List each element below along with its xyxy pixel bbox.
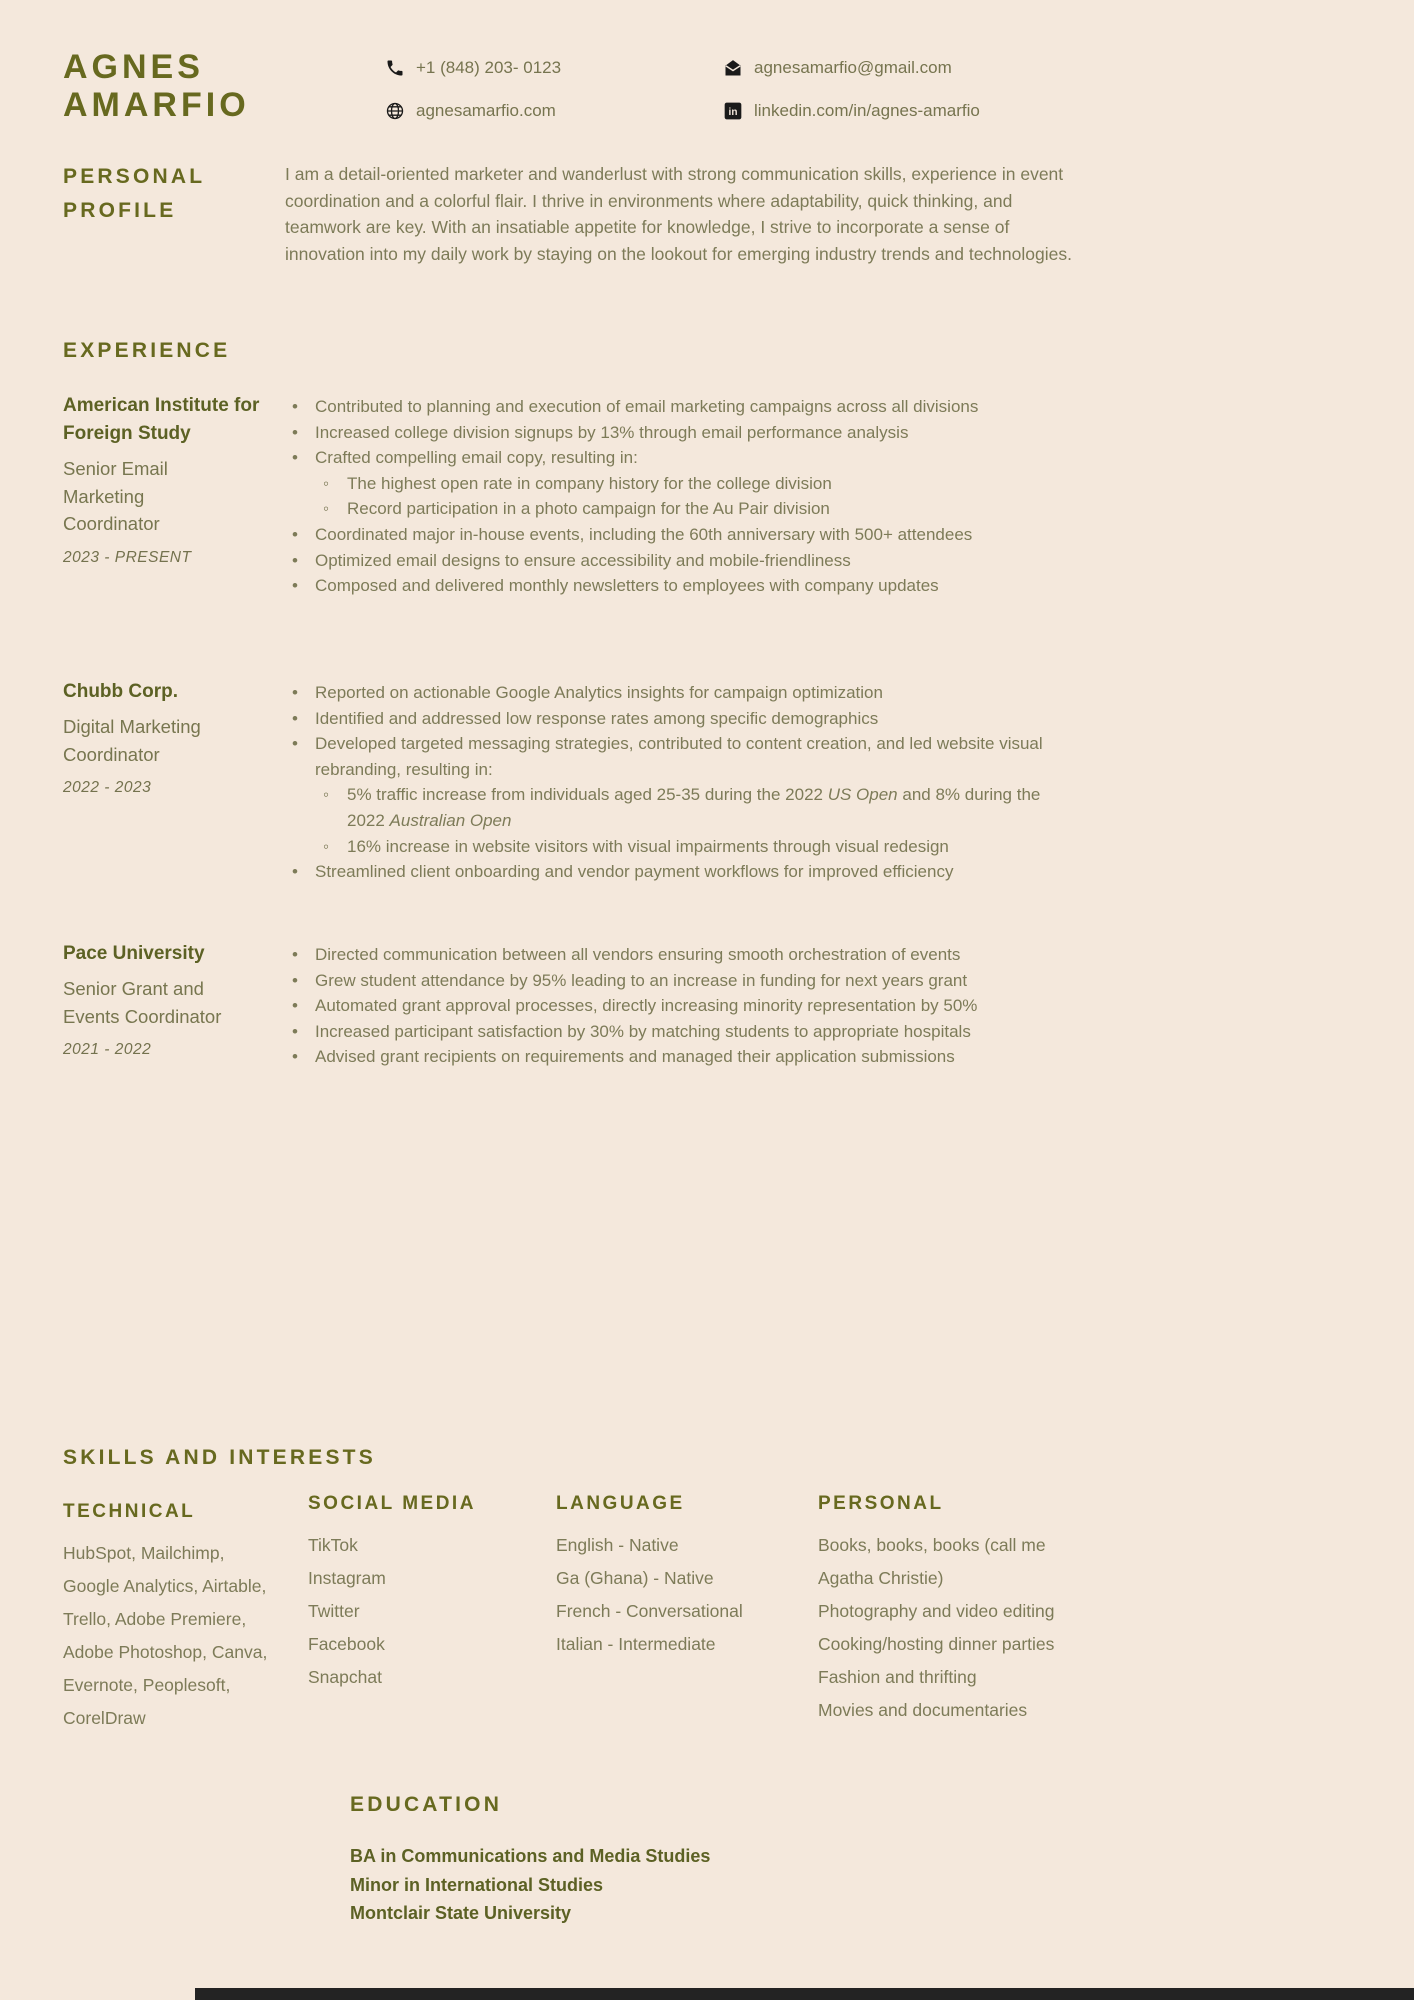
list-item: Ga (Ghana) - Native xyxy=(556,1568,714,1588)
list-item: Facebook xyxy=(308,1634,385,1654)
list-item: Fashion and thrifting xyxy=(818,1667,977,1687)
job-dates: 2021 - 2022 xyxy=(63,1041,152,1058)
job-entry xyxy=(63,940,1351,1070)
contact-linkedin[interactable] xyxy=(723,101,980,121)
job-left-column xyxy=(63,678,285,885)
skills-column-language xyxy=(556,1492,818,1735)
company-name: American Institute for Foreign Study xyxy=(63,395,260,444)
list-item: Books, books, books (call me Agatha Christie) xyxy=(818,1535,1046,1588)
technical-heading: TECHNICAL xyxy=(63,1501,196,1522)
experience-job-2 xyxy=(63,678,1351,885)
social-media-heading: SOCIAL MEDIA xyxy=(308,1493,476,1514)
list-item: Photography and video editing xyxy=(818,1601,1055,1621)
education-heading: EDUCATION xyxy=(350,1793,503,1816)
experience-heading: EXPERIENCE xyxy=(63,339,231,362)
list-item: Snapchat xyxy=(308,1667,382,1687)
job-dates: 2023 - PRESENT xyxy=(63,548,192,566)
list-item: Movies and documentaries xyxy=(818,1700,1028,1720)
list-item: Montclair State University xyxy=(350,1903,572,1923)
education-lines xyxy=(350,1842,710,1928)
bullet-item: • Advised grant recipients on requirements and managed their application submissions xyxy=(285,1044,1075,1070)
personal-profile-heading-line2: PROFILE xyxy=(63,199,177,222)
job-dates: 2022 - 2023 xyxy=(63,779,152,796)
job-title: Senior Grant and Events Coordinator xyxy=(63,978,222,1027)
skills-column-technical xyxy=(63,1492,308,1735)
list-item: Twitter xyxy=(308,1601,360,1621)
bullet-item: • Contributed to planning and execution of email marketing campaigns across all divisions xyxy=(285,394,1075,420)
linkedin-url: linkedin.com/in/agnes-amarfio xyxy=(754,101,980,120)
job-left-column xyxy=(63,392,285,599)
phone-icon xyxy=(385,58,405,78)
skills-heading: SKILLS AND INTERESTS xyxy=(63,1446,376,1469)
company-name: Pace University xyxy=(63,943,205,964)
job-entry xyxy=(63,392,1351,599)
skills-column-social xyxy=(308,1492,556,1735)
bullet-item: ◦ 5% traffic increase from individuals aged 25-35 during the 2022 US Open and 8% during the 2022 Australian Open xyxy=(285,782,1075,833)
job-entry xyxy=(63,678,1351,885)
personal-profile-text: I am a detail-oriented marketer and wanderlust with strong communication skills, experience in event coordination and a colorful flair. I thrive in environments where adaptability, quick thinking, and teamwork are key. With an insatiable appetite for knowledge, I strive to incorporate a sense of innovation into my daily work by staying on the lookout for emerging industry trends and technologies. xyxy=(285,164,1072,264)
job-bullets xyxy=(285,392,1075,599)
bullet-item: • Composed and delivered monthly newsletters to employees with company updates xyxy=(285,573,1075,599)
bullet-item: • Streamlined client onboarding and vendor payment workflows for improved efficiency xyxy=(285,859,1075,885)
personal-interests-list xyxy=(818,1529,1118,1727)
social-media-list xyxy=(308,1529,556,1694)
svg-text:in: in xyxy=(728,107,738,119)
job-left-column xyxy=(63,940,285,1070)
list-item: BA in Communications and Media Studies xyxy=(350,1846,711,1866)
list-item: Italian - Intermediate xyxy=(556,1634,716,1654)
job-title: Digital Marketing Coordinator xyxy=(63,716,201,765)
skills-column-personal xyxy=(818,1492,1118,1735)
bullet-item: • Reported on actionable Google Analytics insights for campaign optimization xyxy=(285,680,1075,706)
contact-info xyxy=(385,58,980,121)
list-item: French - Conversational xyxy=(556,1601,743,1621)
bullet-item: • Automated grant approval processes, directly increasing minority representation by 50% xyxy=(285,993,1075,1019)
email-address: agnesamarfio@gmail.com xyxy=(754,58,952,77)
bullet-item: • Increased college division signups by 13% through email performance analysis xyxy=(285,420,1075,446)
bullet-item: ◦ 16% increase in website visitors with visual impairments through visual redesign xyxy=(285,834,1075,860)
person-name-line2: AMARFIO xyxy=(63,86,250,124)
language-heading: LANGUAGE xyxy=(556,1493,685,1514)
bullet-item: • Crafted compelling email copy, resulting in: xyxy=(285,445,1075,471)
bullet-item: • Grew student attendance by 95% leading to an increase in funding for next years grant xyxy=(285,968,1075,994)
bullet-item: • Optimized email designs to ensure accessibility and mobile-friendliness xyxy=(285,548,1075,574)
bullet-item: • Coordinated major in-house events, including the 60th anniversary with 500+ attendees xyxy=(285,522,1075,548)
phone-number: +1 (848) 203- 0123 xyxy=(416,58,562,77)
list-item: Instagram xyxy=(308,1568,386,1588)
list-item: Cooking/hosting dinner parties xyxy=(818,1634,1055,1654)
personal-profile-heading xyxy=(63,160,263,228)
globe-icon xyxy=(385,101,405,121)
contact-website[interactable] xyxy=(385,101,723,121)
email-icon xyxy=(723,58,743,78)
language-list xyxy=(556,1529,818,1661)
person-name xyxy=(63,48,250,124)
person-name-line1: AGNES xyxy=(63,48,204,86)
list-item: English - Native xyxy=(556,1535,679,1555)
personal-profile-heading-line1: PERSONAL xyxy=(63,165,206,188)
personal-heading: PERSONAL xyxy=(818,1493,944,1514)
website-url: agnesamarfio.com xyxy=(416,101,556,120)
skills-columns xyxy=(63,1492,1351,1735)
technical-skills-text: HubSpot, Mailchimp, Google Analytics, Airtable, Trello, Adobe Premiere, Adobe Photoshop, Canva, Evernote, Peoplesoft, CorelDraw xyxy=(63,1543,268,1728)
job-bullets xyxy=(285,678,1075,885)
bullet-item: ◦ The highest open rate in company history for the college division xyxy=(285,471,1075,497)
job-bullets xyxy=(285,940,1075,1070)
linkedin-icon xyxy=(723,101,743,121)
job-title: Senior Email Marketing Coordinator xyxy=(63,458,168,534)
bullet-item: • Identified and addressed low response rates among specific demographics xyxy=(285,706,1075,732)
contact-phone[interactable] xyxy=(385,58,723,78)
contact-email[interactable] xyxy=(723,58,980,78)
bullet-item: ◦ Record participation in a photo campaign for the Au Pair division xyxy=(285,496,1075,522)
bullet-item: • Developed targeted messaging strategies, contributed to content creation, and led website visual rebranding, resulting in: xyxy=(285,731,1075,782)
education-section xyxy=(350,1788,710,1928)
list-item: Minor in International Studies xyxy=(350,1874,604,1895)
bullet-item: • Increased participant satisfaction by 30% by matching students to appropriate hospitals xyxy=(285,1019,1075,1045)
company-name: Chubb Corp. xyxy=(63,681,179,702)
footer-bar xyxy=(195,1988,1414,2000)
experience-job-1 xyxy=(63,392,1351,599)
list-item: TikTok xyxy=(308,1535,358,1555)
bullet-item: • Directed communication between all vendors ensuring smooth orchestration of events xyxy=(285,942,1075,968)
experience-job-3 xyxy=(63,940,1351,1070)
